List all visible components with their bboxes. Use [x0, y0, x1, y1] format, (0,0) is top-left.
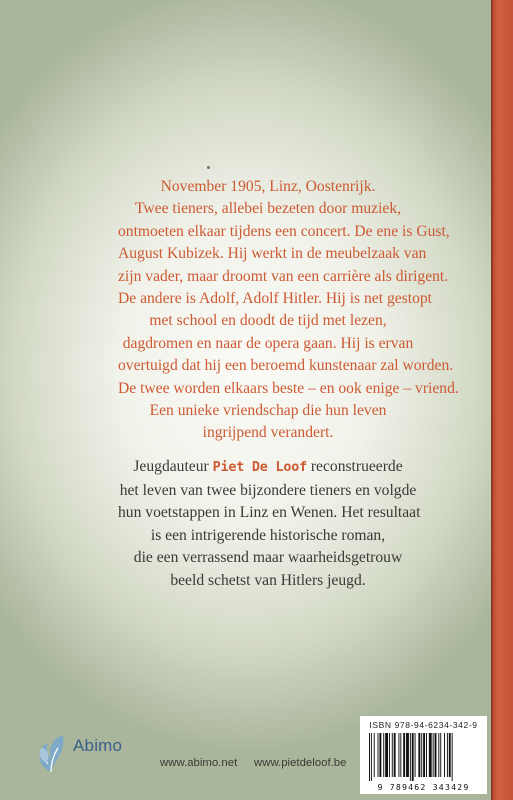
author-website: www.pietdeloof.be — [254, 757, 347, 769]
blurb-line: met school en doodt de tijd met lezen, — [149, 312, 387, 330]
about-line: is een intrigerende historische roman, — [150, 526, 386, 544]
publisher-name: Abimo — [73, 736, 123, 755]
blurb-line: De twee worden elkaars beste – en ook enige – vriend. — [118, 379, 459, 397]
blurb-line: November 1905, Linz, Oostenrijk. — [160, 178, 376, 195]
decorative-dot — [207, 166, 210, 169]
abimo-logo-icon — [34, 734, 68, 774]
blurb-line: ingrijpend verandert. — [202, 424, 334, 442]
isbn-label: ISBN 978-94-6234-342-9 — [369, 720, 478, 730]
blurb-line: zijn vader, maar droomt van een carrière als dirigent. — [118, 267, 449, 285]
about-line: beeld schetst van Hitlers jeugd. — [170, 571, 366, 589]
blurb-line: De andere is Adolf, Adolf Hitler. Hij is net gestopt — [118, 290, 432, 308]
blurb-line: overtuigd dat hij een beroemd kunstenaar zal worden. — [118, 357, 454, 375]
blurb-line: August Kubizek. Hij werkt in de meubelzaak van — [118, 245, 427, 263]
about-line: hun voetstappen in Linz en Wenen. Het resultaat — [118, 504, 421, 522]
barcode-digits: 9 789462 343429 — [377, 782, 470, 792]
blurb-line: ontmoeten elkaar tijdens een concert. De ene is Gust, — [118, 222, 450, 240]
author-intro-line — [118, 456, 418, 480]
spine-edge — [491, 0, 513, 800]
author-name: Piet De Loof — [212, 460, 307, 475]
blurb-line: dagdromen en naar de opera gaan. Hij is ervan — [122, 334, 414, 352]
about-line: die een verrassend maar waarheidsgetrouw — [133, 549, 403, 567]
blurb-text — [118, 176, 459, 445]
author-intro-suffix: reconstrueerde — [310, 458, 403, 475]
author-description — [118, 456, 421, 593]
publisher-website: www.abimo.net — [160, 757, 238, 769]
blurb-line: Een unieke vriendschap die hun leven — [149, 402, 387, 420]
barcode-panel — [360, 716, 487, 794]
barcode-icon — [368, 733, 479, 781]
about-line: het leven van twee bijzondere tieners en volgde — [119, 481, 417, 499]
author-intro-prefix: Jeugdauteur — [133, 458, 209, 475]
blurb-line: Twee tieners, allebei bezeten door muziek, — [134, 200, 402, 218]
